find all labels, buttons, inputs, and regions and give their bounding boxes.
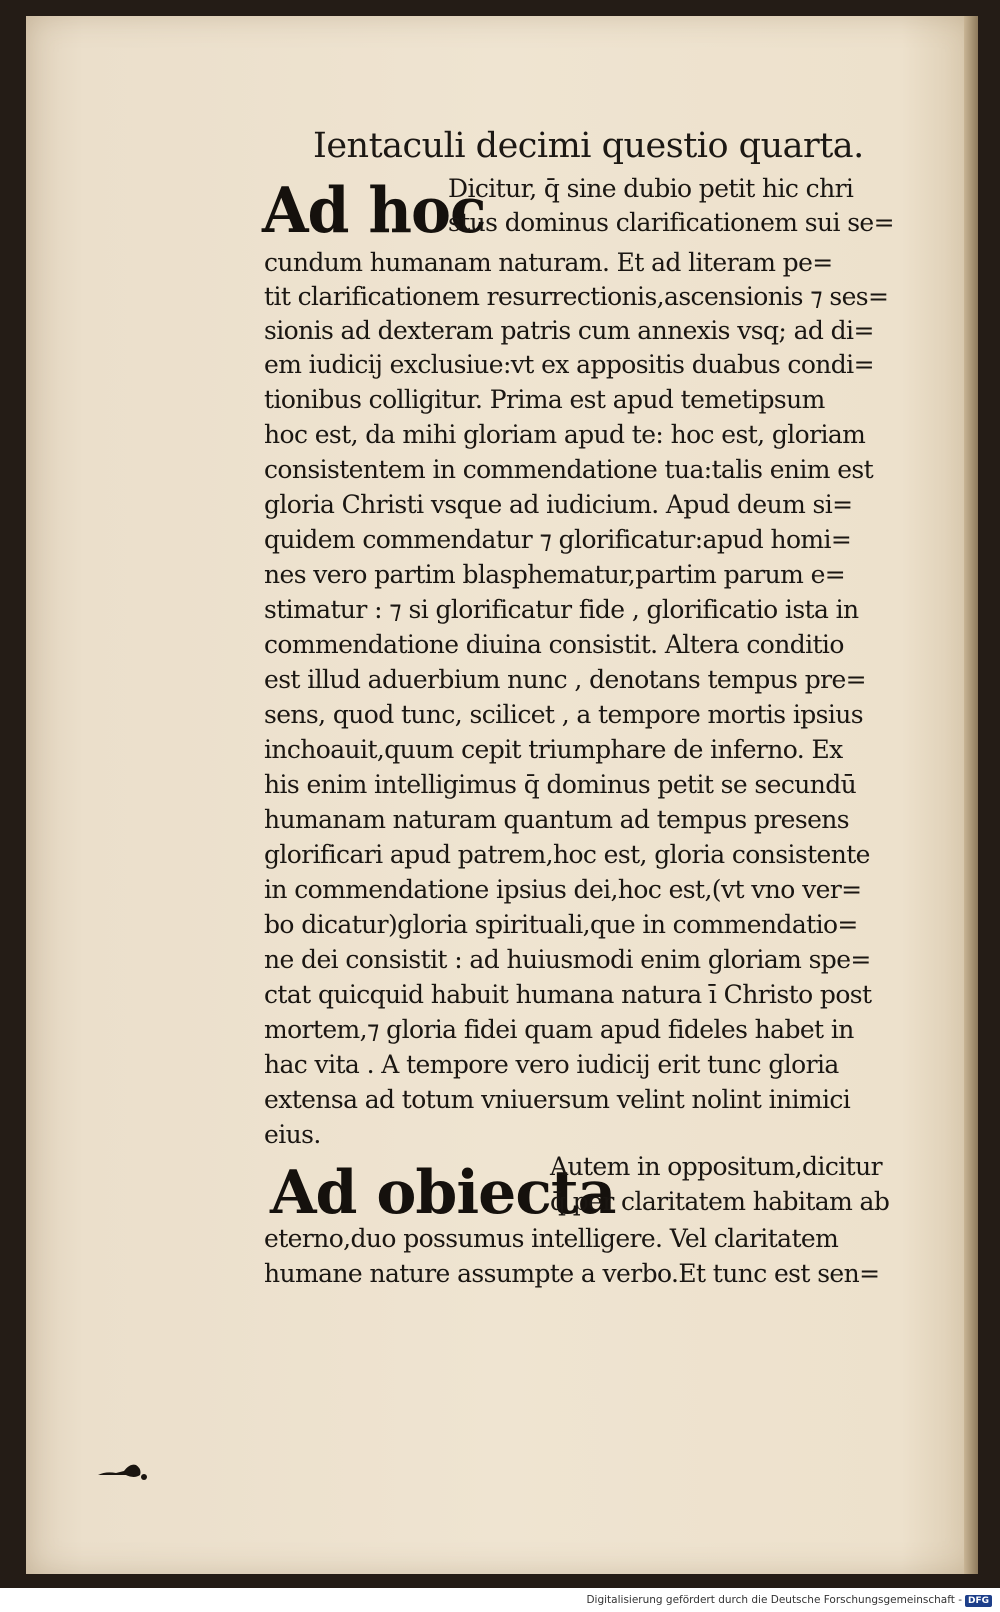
dfg-logo: DFG: [965, 1595, 992, 1607]
text-line: em iudicij exclusiue:vt ex appositis duabus condi=: [264, 350, 874, 379]
footer-text: Digitalisierung gefördert durch die Deutsche Forschungsgemeinschaft -: [586, 1594, 962, 1606]
text-line: Autem in oppositum,dicitur: [550, 1152, 882, 1181]
text-line: hac vita . A tempore vero iudicij erit tunc gloria: [264, 1050, 839, 1079]
text-line: his enim intelligimus q̄ dominus petit se secundū: [264, 770, 857, 799]
text-line: commendatione diuina consistit. Altera conditio: [264, 630, 844, 659]
initial-ad-hoc: Ad hoc: [262, 174, 486, 248]
text-line: ne dei consistit : ad huiusmodi enim gloriam spe=: [264, 945, 871, 974]
text-line: mortem,⁊ gloria fidei quam apud fideles habet in: [264, 1015, 854, 1044]
text-line: glorificari apud patrem,hoc est, gloria consistente: [264, 840, 870, 869]
page-edge: [964, 16, 978, 1574]
text-line: humane nature assumpte a verbo.Et tunc est sen=: [264, 1259, 880, 1288]
text-line: bo dicatur)gloria spirituali,que in commendatio=: [264, 910, 858, 939]
text-line: nes vero partim blasphematur,partim parum e=: [264, 560, 846, 589]
ink-mark: [96, 1455, 152, 1481]
text-line: gloria Christi vsque ad iudicium. Apud deum si=: [264, 490, 853, 519]
text-line: cundum humanam naturam. Et ad literam pe=: [264, 248, 833, 277]
text-line: in commendatione ipsius dei,hoc est,(vt vno ver=: [264, 875, 862, 904]
text-line: Dicitur, q̄ sine dubio petit hic chri: [448, 174, 854, 203]
text-line: consistentem in commendatione tua:talis enim est: [264, 455, 874, 484]
text-line: q̄ per claritatem habitam ab: [550, 1187, 890, 1216]
text-line: extensa ad totum vniuersum velint nolint inimici: [264, 1085, 851, 1114]
page-heading: Ientaculi decimi questio quarta.: [313, 126, 864, 166]
text-line: humanam naturam quantum ad tempus presens: [264, 805, 850, 834]
initial-ad-obiecta: Ad obiecta: [270, 1158, 616, 1228]
text-line: eius.: [264, 1120, 321, 1149]
text-line: sens, quod tunc, scilicet , a tempore mortis ipsius: [264, 700, 864, 729]
text-line: quidem commendatur ⁊ glorificatur:apud homi=: [264, 525, 852, 554]
text-line: stimatur : ⁊ si glorificatur fide , glorificatio ista in: [264, 595, 859, 624]
text-line: inchoauit,quum cepit triumphare de inferno. Ex: [264, 735, 843, 764]
text-line: tionibus colligitur. Prima est apud temetipsum: [264, 385, 825, 414]
digitization-footer: [586, 1594, 992, 1607]
text-line: hoc est, da mihi gloriam apud te: hoc est, gloriam: [264, 420, 866, 449]
text-line: stus dominus clarificationem sui se=: [448, 208, 894, 237]
text-line: tit clarificationem resurrectionis,ascensionis ⁊ ses=: [264, 282, 889, 311]
text-line: eterno,duo possumus intelligere. Vel claritatem: [264, 1224, 839, 1253]
text-line: est illud aduerbium nunc , denotans tempus pre=: [264, 665, 867, 694]
text-line: ctat quicquid habuit humana natura ī Christo post: [264, 980, 872, 1009]
text-line: sionis ad dexteram patris cum annexis vsq; ad di=: [264, 316, 874, 345]
